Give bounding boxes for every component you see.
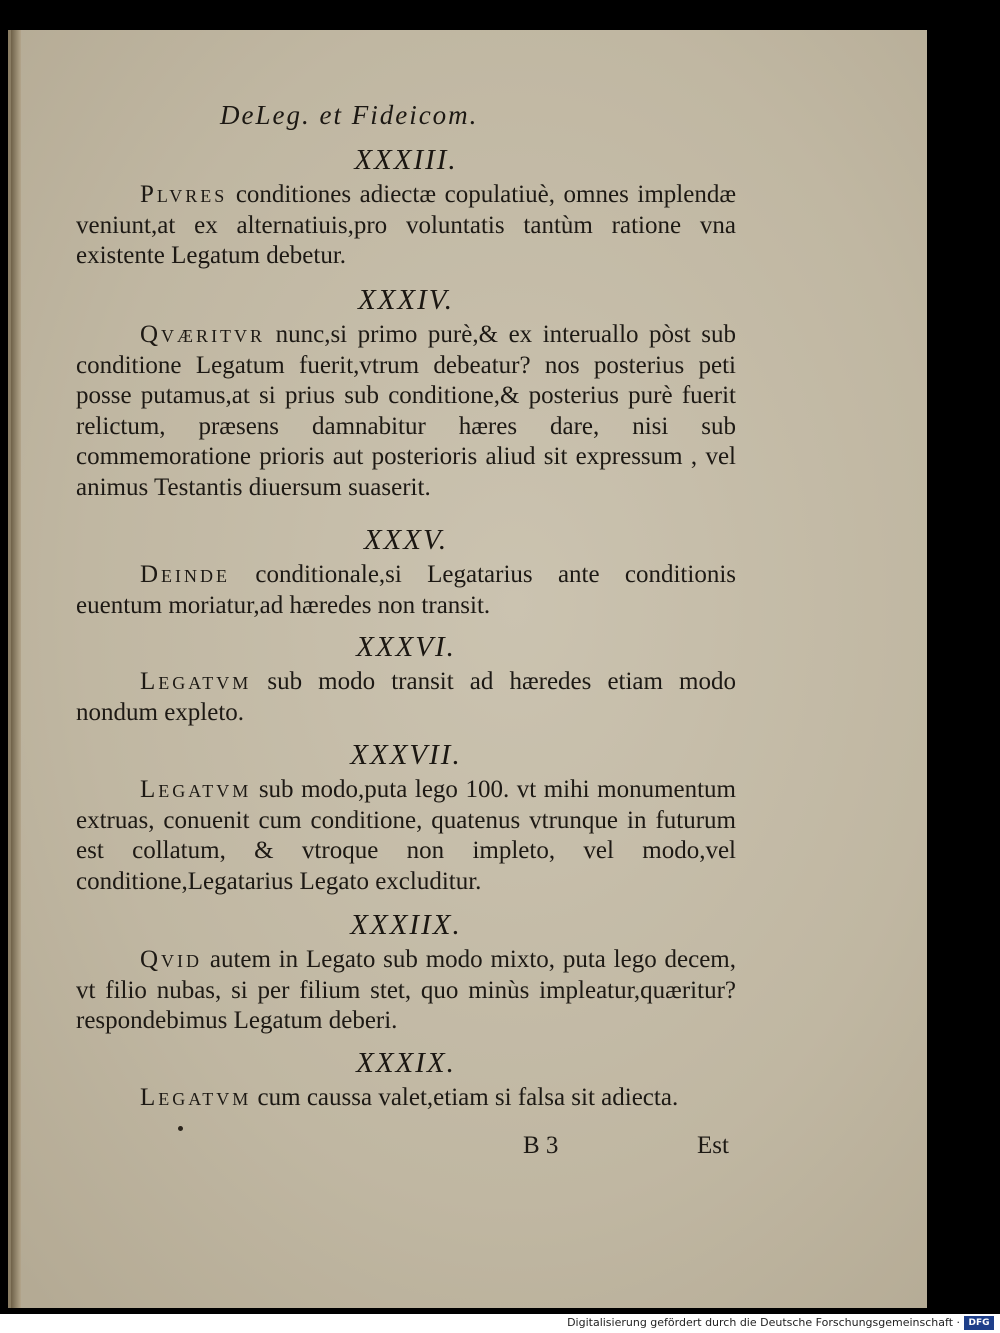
running-head: DeLeg. et Fideicom. [220,100,479,130]
section-numeral: XXXVI. [356,631,456,663]
paragraph-text: sub modo,puta lego 100. vt mihi monumentum extruas, conuenit cum conditione, quatenus vtrunque in futurum est collatum, & vtroque non impleto, vel modo,vel conditione,Legatarius Legato excluditur. [76,776,736,895]
section-39 [76,1043,736,1114]
section-paragraph [76,180,736,272]
paragraph-text: autem in Legato sub modo mixto, puta lego decem, vt filio nubas, si per filium stet, quo minùs impleatur,quæritur?respondebimus Legatum deberi. [76,946,736,1034]
section-numeral: XXXVII. [350,739,462,771]
section-paragraph [76,775,736,897]
digitization-credit: Digitalisierung gefördert durch die Deutsche Forschungsgemeinschaft · [567,1316,960,1329]
page-binding-edge [11,30,21,1308]
paragraph-text: conditionale,si Legatarius ante conditionis euentum moriatur,ad hæredes non transit. [76,561,736,619]
section-paragraph [76,320,736,503]
section-38 [76,905,736,1037]
dfg-logo-icon: DFG [964,1316,994,1330]
section-paragraph [76,1083,736,1114]
section-numeral: XXXIII. [354,144,458,176]
section-numeral: XXXIV. [357,284,455,316]
paragraph-lead-word: Legatvm [140,1084,252,1111]
section-34 [76,280,736,503]
section-36 [76,627,736,728]
paragraph-lead-word: Qværitvr [140,321,266,348]
section-35 [76,520,736,621]
paragraph-text: conditiones adiectæ copulatiuè, omnes implendæ veniunt,at ex alternatiuis,pro voluntatis tantùm ratione vna existente Legatum debetur. [76,181,736,269]
section-37 [76,735,736,897]
paragraph-text: cum caussa valet,etiam si falsa sit adiecta. [251,1084,679,1111]
section-33 [76,140,736,272]
catchword: Est [697,1132,729,1159]
section-paragraph [76,667,736,728]
signature-mark: B 3 [523,1132,559,1159]
paragraph-lead-word: Legatvm [140,668,252,695]
section-numeral: XXXIIX. [350,909,462,941]
section-numeral: XXXIX. [356,1047,456,1079]
section-paragraph [76,945,736,1037]
paragraph-text: nunc,si primo purè,& ex interuallo pòst sub conditione Legatum fuerit,vtrum debeatur? nos posterius peti posse putamus,at si prius sub conditione,& posterius purè fuerit relictum, præsens damnabitur hæres dare, nisi sub commemoratione prioris aut posterioris aliud sit expressum , vel animus Testantis diuersum suaserit. [76,321,736,501]
paragraph-lead-word: Legatvm [140,776,252,803]
printer-mark [178,1126,183,1131]
paragraph-lead-word: Qvid [140,946,203,973]
section-paragraph [76,560,736,621]
paragraph-lead-word: Plvres [140,181,228,208]
paragraph-text: sub modo transit ad hæredes etiam modo nondum expleto. [76,668,736,726]
section-numeral: XXXV. [363,524,449,556]
paragraph-lead-word: Deinde [140,561,231,588]
